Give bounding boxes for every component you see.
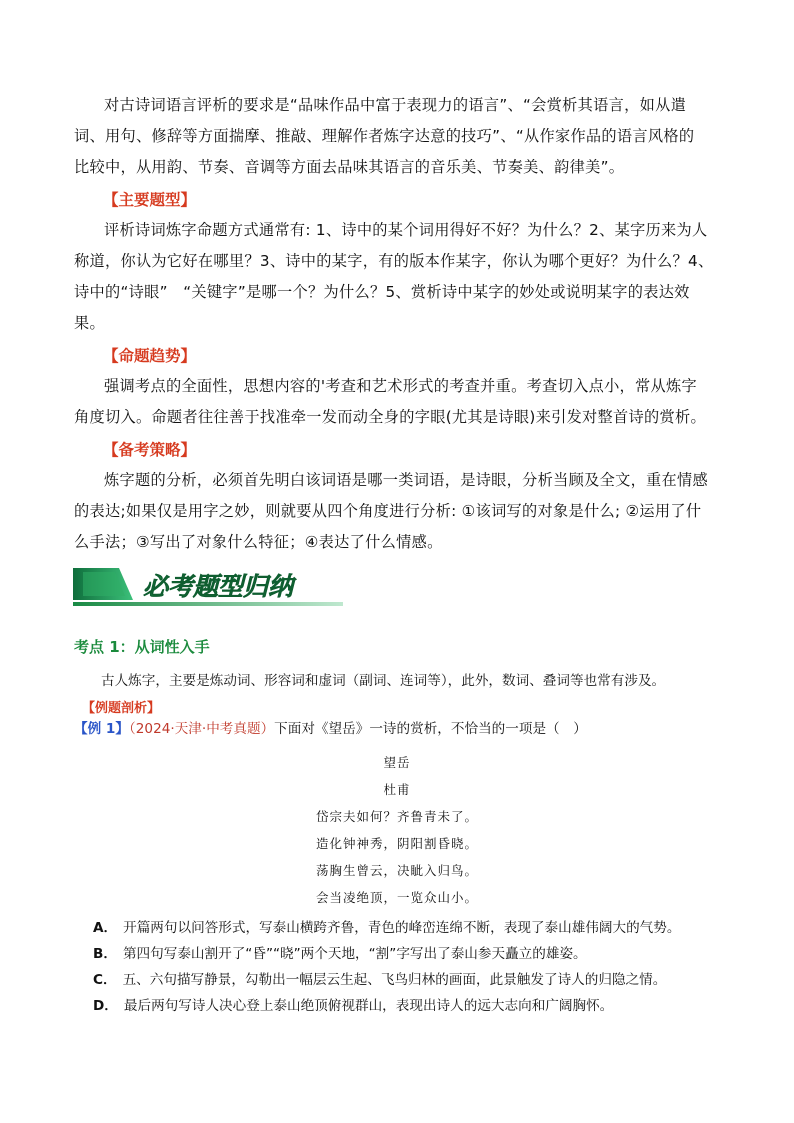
intro-line: 词、用句、修辞等方面揣摩、推敲、理解作者炼字达意的技巧”、“从作家作品的语言风格的 xyxy=(74,127,695,145)
section-title-trend: 【命题趋势】 xyxy=(103,347,197,365)
option-letter: B． xyxy=(93,946,117,962)
option-letter: D． xyxy=(93,998,118,1014)
section-line: 角度切入。命题者往往善于找准牵一发而动全身的字眼(尤其是诗眼)来引发对整首诗的赏析。 xyxy=(74,408,706,426)
option-text: 五、六句描写静景，勾勒出一幅层云生起、飞鸟归林的画面，此景触发了诗人的归隐之情。 xyxy=(122,972,667,988)
poem-title: 望岳 xyxy=(383,755,411,770)
section-line: 的表达;如果仅是用字之妙，则就要从四个角度进行分析: ①该词写的对象是什么; ②运用了什 xyxy=(74,502,702,520)
option-b[interactable] xyxy=(93,943,733,965)
section-title-main-types: 【主要题型】 xyxy=(103,191,197,209)
option-d[interactable] xyxy=(93,995,733,1017)
section-line: 强调考点的全面性，思想内容的'考查和艺术形式的考查并重。考查切入点小，常从炼字 xyxy=(104,377,697,395)
section-line: 评析诗词炼字命题方式通常有: 1、诗中的某个词用得好不好？为什么？2、某字历来为人 xyxy=(104,221,708,239)
kaodian-description: 古人炼字，主要是炼动词、形容词和虚词（副词、连词等），此外，数词、叠词等也常有涉及。 xyxy=(101,673,666,689)
section-banner xyxy=(73,566,343,610)
poem-line: 荡胸生曾云，决眦入归鸟。 xyxy=(315,863,478,878)
section-line: 么手法；③写出了对象什么特征；④表达了什么情感。 xyxy=(74,533,443,551)
poem-author: 杜甫 xyxy=(383,782,411,797)
option-text: 最后两句写诗人决心登上泰山绝顶俯视群山，表现出诗人的远大志向和广阔胸怀。 xyxy=(123,998,614,1014)
intro-line: 对古诗词语言评析的要求是“品味作品中富于表现力的语言”、“会赏析其语言，如从遣 xyxy=(104,96,687,114)
intro-line: 比较中，从用韵、节奏、音调等方面去品味其语言的音乐美、节奏美、韵律美”。 xyxy=(74,158,625,176)
option-text: 第四句写泰山割开了“昏”“晓”两个天地，“割”字写出了泰山参天矗立的雄姿。 xyxy=(122,946,587,962)
option-a[interactable] xyxy=(93,917,733,939)
option-letter: A． xyxy=(93,920,118,936)
example-source: （2024·天津·中考真题） xyxy=(128,721,275,737)
section-title-strategy: 【备考策略】 xyxy=(103,441,197,459)
poem-line: 岱宗夫如何？齐鲁青未了。 xyxy=(315,809,478,824)
section-line: 果。 xyxy=(74,314,105,332)
option-text: 开篇两句以问答形式，写泰山横跨齐鲁，青色的峰峦连绵不断，表现了泰山雄伟阔大的气势。 xyxy=(123,920,681,936)
option-c[interactable] xyxy=(93,969,733,991)
section-line: 诗中的“诗眼” “关键字”是哪一个？为什么？5、赏析诗中某字的妙处或说明某字的表达效 xyxy=(74,283,690,301)
section-line: 炼字题的分析，必须首先明白该词语是哪一类词语，是诗眼，分析当顾及全文，重在情感 xyxy=(104,471,709,489)
poem-line: 会当凌绝顶，一览众山小。 xyxy=(315,890,478,905)
poem-line: 造化钟神秀，阴阳割昏晓。 xyxy=(315,836,478,851)
option-letter: C． xyxy=(93,972,117,988)
section-line: 称道，你认为它好在哪里？3、诗中的某字，有的版本作某字，你认为哪个更好？为什么？4、 xyxy=(74,252,714,270)
example-question-text: 下面对《望岳》一诗的赏析，不恰当的一项是（ ） xyxy=(274,721,587,737)
example-label: 【例 1】 xyxy=(74,721,129,737)
example-tag: 【例题剖析】 xyxy=(82,701,161,716)
kaodian-title: 考点 1：从词性入手 xyxy=(74,638,210,656)
banner-underline xyxy=(73,602,343,606)
banner-title: 必考题型归纳 xyxy=(143,572,294,601)
example-question xyxy=(74,718,587,740)
